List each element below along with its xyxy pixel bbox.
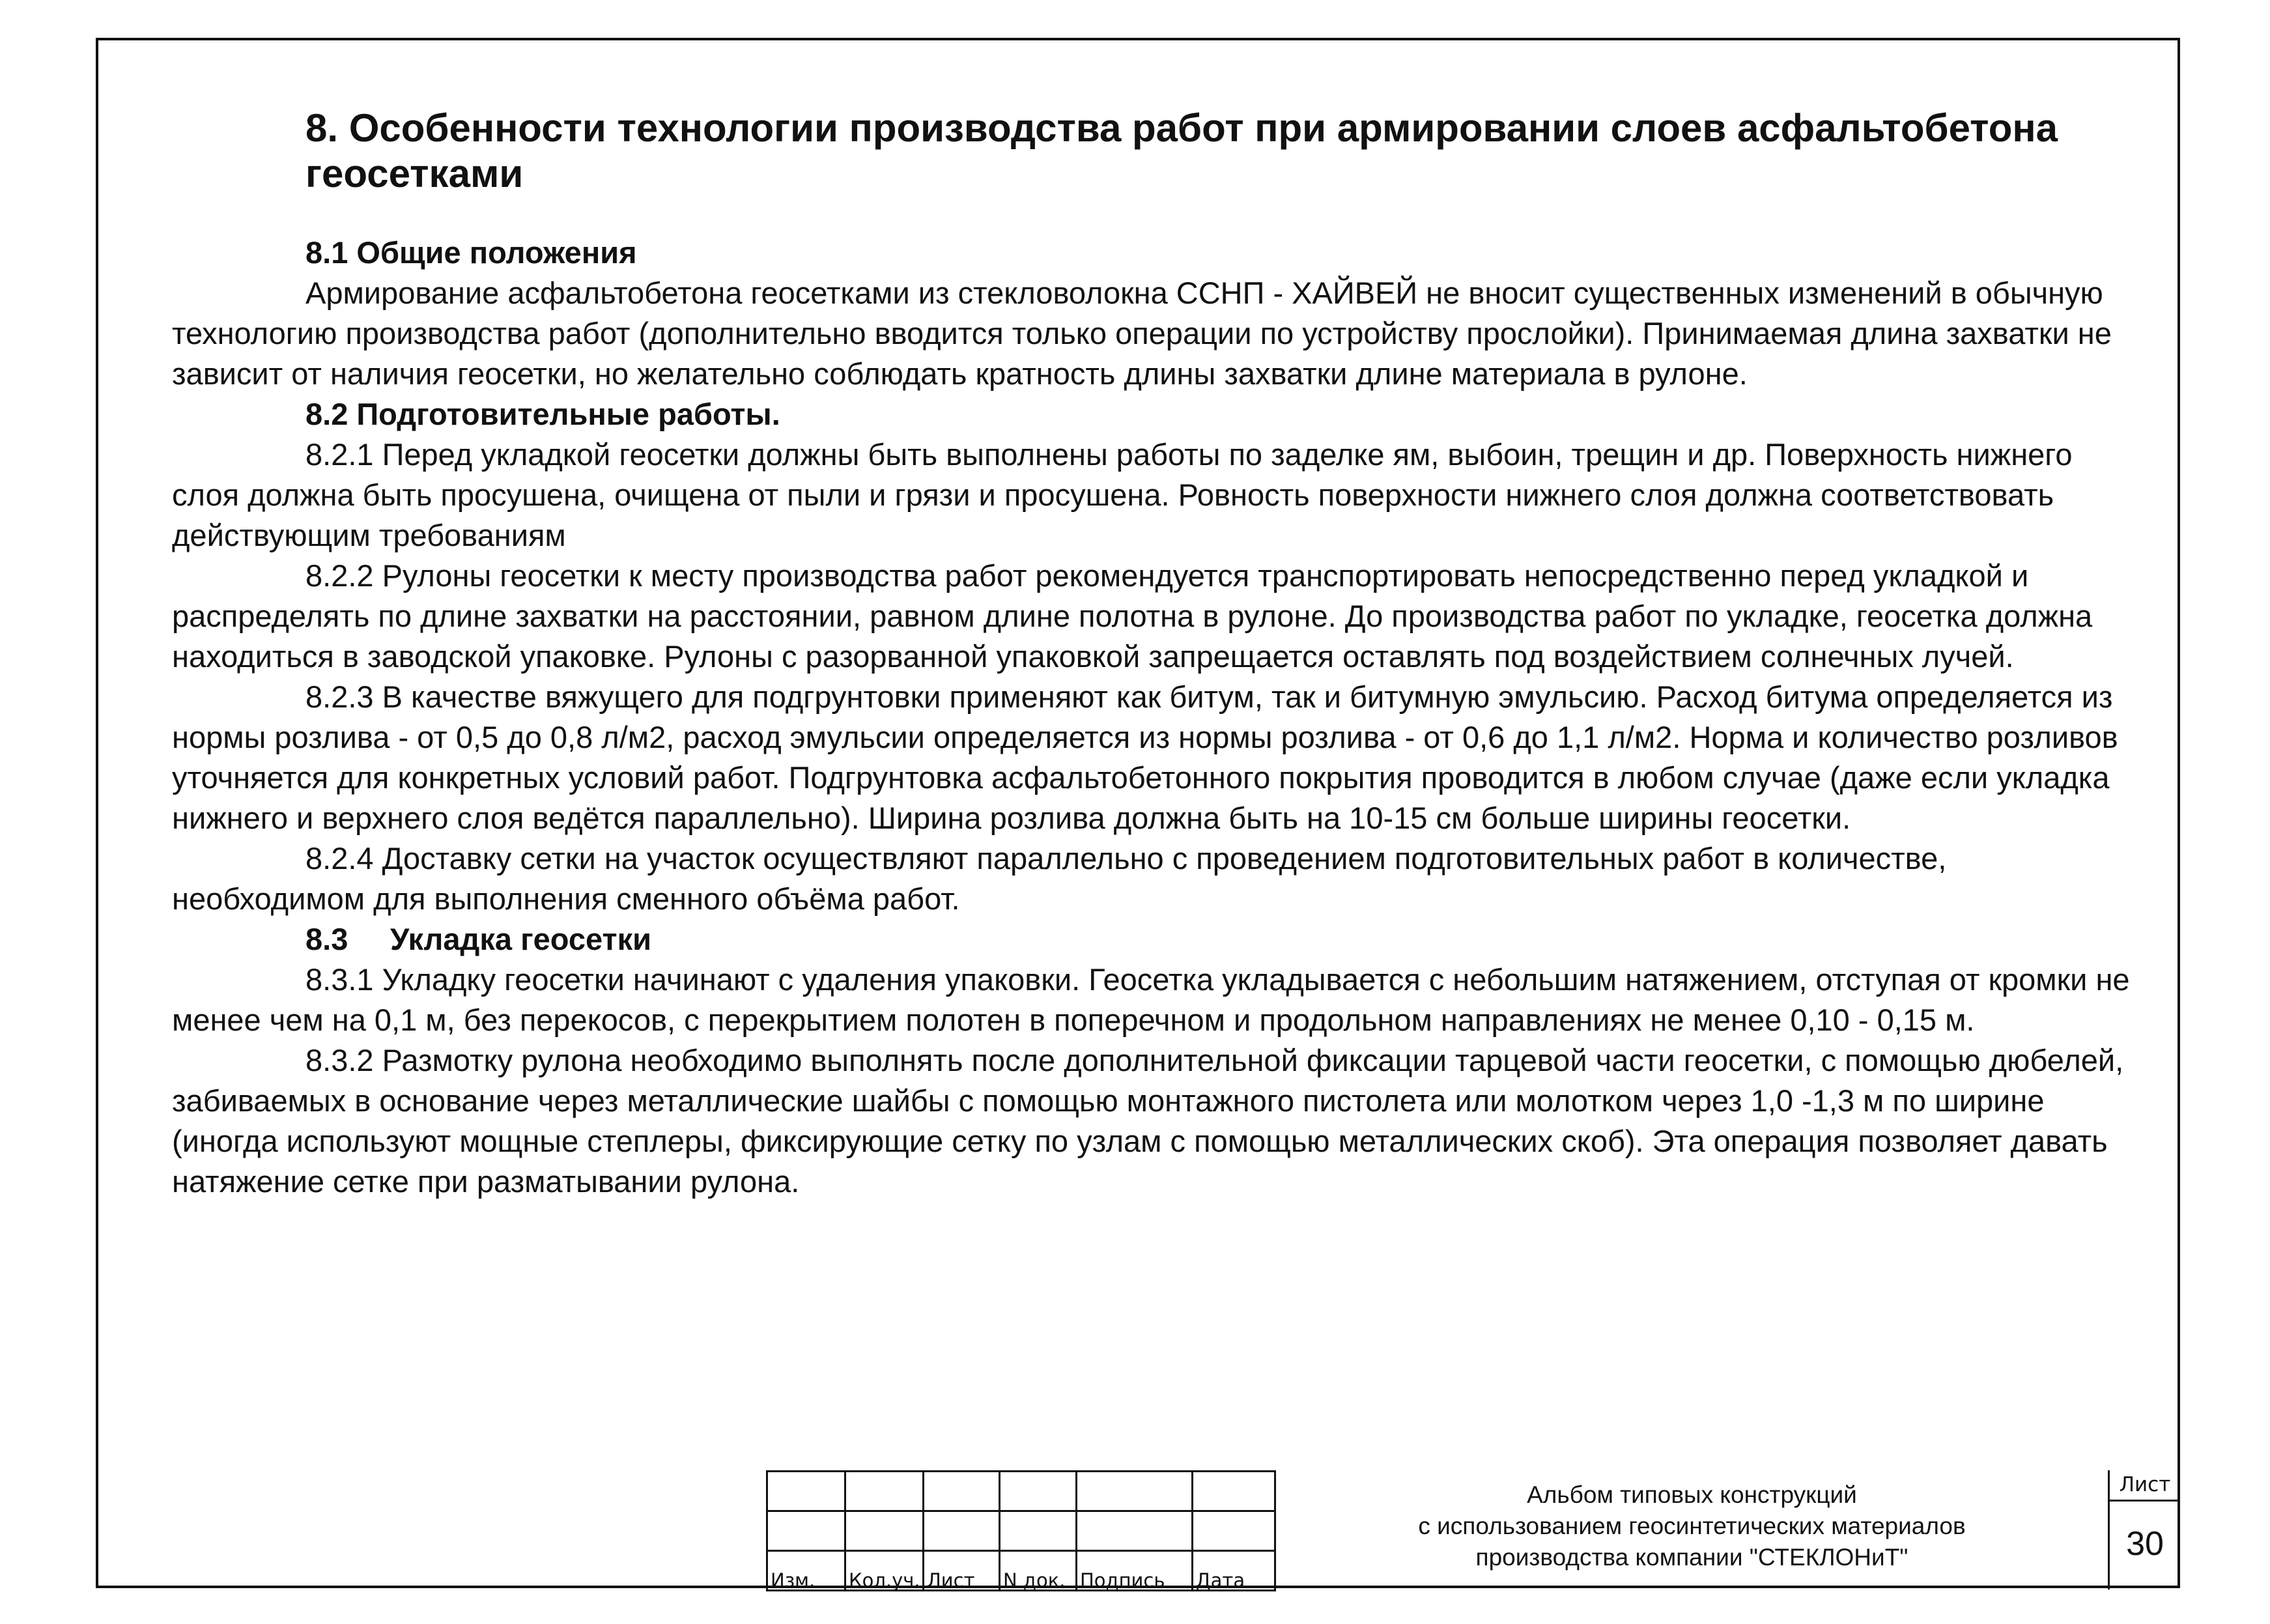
section-heading-8-1: 8.1 Общие положения	[305, 235, 637, 270]
column-label: Подпись	[1080, 1569, 1165, 1591]
album-line: с использованием геосинтетических материалов	[1418, 1513, 1966, 1539]
page-title: 8. Особенности технологии производства работ при армировании слоев асфальтобетона геосетками	[305, 106, 2058, 195]
album-caption	[1274, 1470, 2108, 1589]
paragraph-8-3-1: 8.3.1 Укладку геосетки начинают с удаления упаковки. Геосетка укладывается с небольшим натяжением, отступая от кромки не менее чем на 0,1 м, без перекосов, с перекрытием полотен в поперечном и продольном направлениях не менее 0,10 - 0,15 м.	[172, 962, 2130, 1037]
column-label: N док.	[1003, 1569, 1066, 1591]
album-line: Альбом типовых конструкций	[1527, 1481, 1857, 1508]
column-label: Лист	[927, 1569, 975, 1591]
sheet-box	[2108, 1470, 2180, 1589]
column-label: Кол.уч.	[849, 1569, 920, 1591]
section-title: Укладка геосетки	[390, 922, 651, 956]
column-label: Изм.	[771, 1569, 816, 1591]
paragraph-8-1: Армирование асфальтобетона геосетками из стекловолокна ССНП - ХАЙВЕЙ не вносит существенных изменений в обычную технологию производства работ (дополнительно вводится только операции по устройству прослойки). Принимаемая длина захватки не зависит от наличия геосетки, но желательно соблюдать кратность длины захватки длине материала в рулоне.	[172, 276, 2112, 391]
paragraph-8-2-2: 8.2.2 Рулоны геосетки к месту производства работ рекомендуется транспортировать непосредственно перед укладкой и распределять по длине захватки на расстоянии, равном длине полотна в рулоне. До производства работ по укладке, геосетка должна находиться в заводской упаковке. Рулоны с разорванной упаковкой запрещается оставлять под воздействием солнечных лучей.	[172, 558, 2093, 674]
album-line: производства компании "СТЕКЛОНиТ"	[1475, 1544, 1908, 1571]
paragraph-8-2-3: 8.2.3 В качестве вяжущего для подгрунтовки применяют как битум, так и битумную эмульсию. Расход битума определяется из нормы розлива - от 0,5 до 0,8 л/м2, расход эмульсии определяется из нормы розлива - от 0,6 до 1,1 л/м2. Норма и количество розливов уточняется для конкретных условий работ. Подгрунтовка асфальтобетонного покрытия проводится в любом случае (даже если укладка нижнего и верхнего слоя ведётся параллельно). Ширина розлива должна быть на 10-15 см больше ширины геосетки.	[172, 679, 2118, 835]
paragraph-8-2-1: 8.2.1 Перед укладкой геосетки должны быть выполнены работы по заделке ям, выбоин, трещин и др. Поверхность нижнего слоя должна быть просушена, очищена от пыли и грязи и просушена. Ровность поверхности нижнего слоя должна соответствовать действующим требованиям	[172, 437, 2073, 552]
paragraph-8-2-4: 8.2.4 Доставку сетки на участок осуществляют параллельно с проведением подготовительных работ в количестве, необходимом для выполнения сменного объёма работ.	[172, 841, 1947, 916]
revision-table	[766, 1470, 1276, 1591]
document-body	[172, 106, 2146, 1202]
section-heading-8-3	[305, 919, 2146, 960]
drawing-frame	[96, 38, 2180, 1591]
title-block	[766, 1470, 2180, 1589]
column-label: Дата	[1196, 1569, 1245, 1591]
section-number: 8.3	[305, 922, 348, 956]
sheet-label: Лист	[2110, 1470, 2180, 1502]
paragraph-8-3-2: 8.3.2 Размотку рулона необходимо выполнять после дополнительной фиксации тарцевой части геосетки, с помощью дюбелей, забиваемых в основание через металлические шайбы с помощью монтажного пистолета или молотком через 1,0 -1,3 м по ширине (иногда используют мощные степлеры, фиксирующие сетку по узлам с помощью металлических скоб). Эта операция позволяет давать натяжение сетке при разматывании рулона.	[172, 1043, 2124, 1199]
section-heading-8-2: 8.2 Подготовительные работы.	[305, 397, 780, 431]
sheet-number: 30	[2126, 1525, 2164, 1563]
